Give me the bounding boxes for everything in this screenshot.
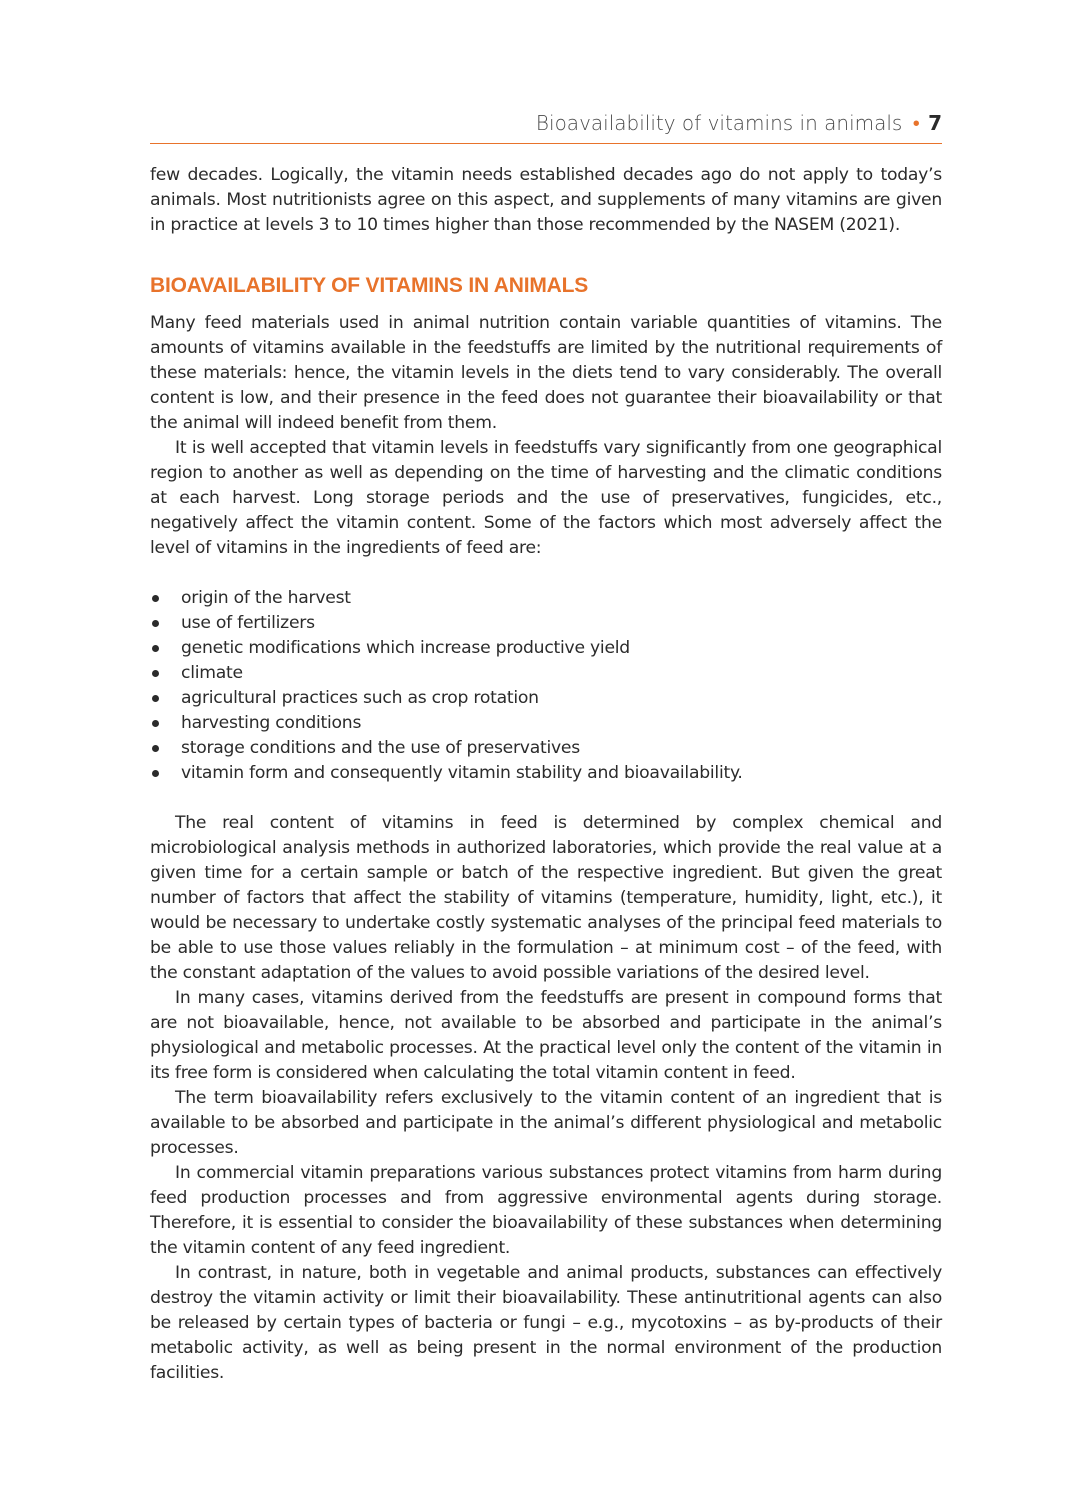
body-paragraph: The term bioavailability refers exclusively to the vitamin content of an ingredient that is available to be absorbed and participate in the animal’s different physiological and metabolic processes.	[150, 1088, 942, 1158]
bullet-icon	[152, 695, 159, 702]
list-item: harvesting conditions	[150, 711, 942, 736]
factor-list	[150, 586, 942, 786]
body-paragraph: In contrast, in nature, both in vegetable and animal products, substances can effectively destroy the vitamin activity or limit their bioavailability. These antinutritional agents can also be released by certain types of bacteria or fungi – e.g., mycotoxins – as by-products of their metabolic activity, as well as being present in the normal environment of the production facilities.	[150, 1263, 942, 1383]
body-paragraph: The real content of vitamins in feed is determined by complex chemical and microbiological analysis methods in authorized laboratories, which provide the real value at a given time for a certain sample or batch of the respective ingredient. But given the great number of factors that affect the stability of vitamins (temperature, humidity, light, etc.), it would be necessary to undertake costly systematic analyses of the principal feed materials to be able to use those values reliably in the formulation – at minimum cost – of the feed, with the constant adaptation of the values to avoid possible variations of the desired level.	[150, 813, 942, 983]
bullet-icon	[152, 670, 159, 677]
list-item: use of fertilizers	[150, 611, 942, 636]
list-item: vitamin form and consequently vitamin stability and bioavailability.	[150, 761, 942, 786]
bullet-icon	[152, 770, 159, 777]
list-item: climate	[150, 661, 942, 686]
list-item: storage conditions and the use of preservatives	[150, 736, 942, 761]
page-content	[150, 163, 942, 1386]
running-header	[150, 110, 942, 136]
intro-paragraph: few decades. Logically, the vitamin needs established decades ago do not apply to today’s animals. Most nutritionists agree on this aspect, and supplements of many vitamins are given in practice at levels 3 to 10 times higher than those recommended by the NASEM (2021).	[150, 165, 942, 235]
body-paragraph: In many cases, vitamins derived from the feedstuffs are present in compound forms that are not bioavailable, hence, not available to be absorbed and participate in the animal’s physiological and metabolic processes. At the practical level only the content of the vitamin in its free form is considered when calculating the total vitamin content in feed.	[150, 988, 942, 1083]
page-number: 7	[928, 111, 942, 135]
bullet-icon	[152, 720, 159, 727]
body-paragraph: In commercial vitamin preparations various substances protect vitamins from harm during feed production processes and from aggressive environmental agents during storage. Therefore, it is essential to consider the bioavailability of these substances when determining the vitamin content of any feed ingredient.	[150, 1163, 942, 1258]
body-paragraph: Many feed materials used in animal nutrition contain variable quantities of vitamins. The amounts of vitamins available in the feedstuffs are limited by the nutritional requirements of these materials: hence, the vitamin levels in the diets tend to vary considerably. The overall content is low, and their presence in the feed does not guarantee their bioavailability or that the animal will indeed benefit from them.	[150, 313, 942, 433]
bullet-icon	[152, 745, 159, 752]
section-heading: BIOAVAILABILITY OF VITAMINS IN ANIMALS	[150, 274, 589, 297]
header-separator: •	[912, 111, 920, 135]
header-rule	[150, 143, 942, 144]
bullet-icon	[152, 595, 159, 602]
list-item: origin of the harvest	[150, 586, 942, 611]
body-paragraph: It is well accepted that vitamin levels in feedstuffs vary significantly from one geographical region to another as well as depending on the time of harvesting and the climatic conditions at each harvest. Long storage periods and the use of preservatives, fungicides, etc., negatively affect the vitamin content. Some of the factors which most adversely affect the level of vitamins in the ingredients of feed are:	[150, 438, 942, 558]
bullet-icon	[152, 645, 159, 652]
list-item: genetic modifications which increase productive yield	[150, 636, 942, 661]
list-item: agricultural practices such as crop rotation	[150, 686, 942, 711]
bullet-icon	[152, 620, 159, 627]
running-header-title: Bioavailability of vitamins in animals	[535, 111, 903, 135]
